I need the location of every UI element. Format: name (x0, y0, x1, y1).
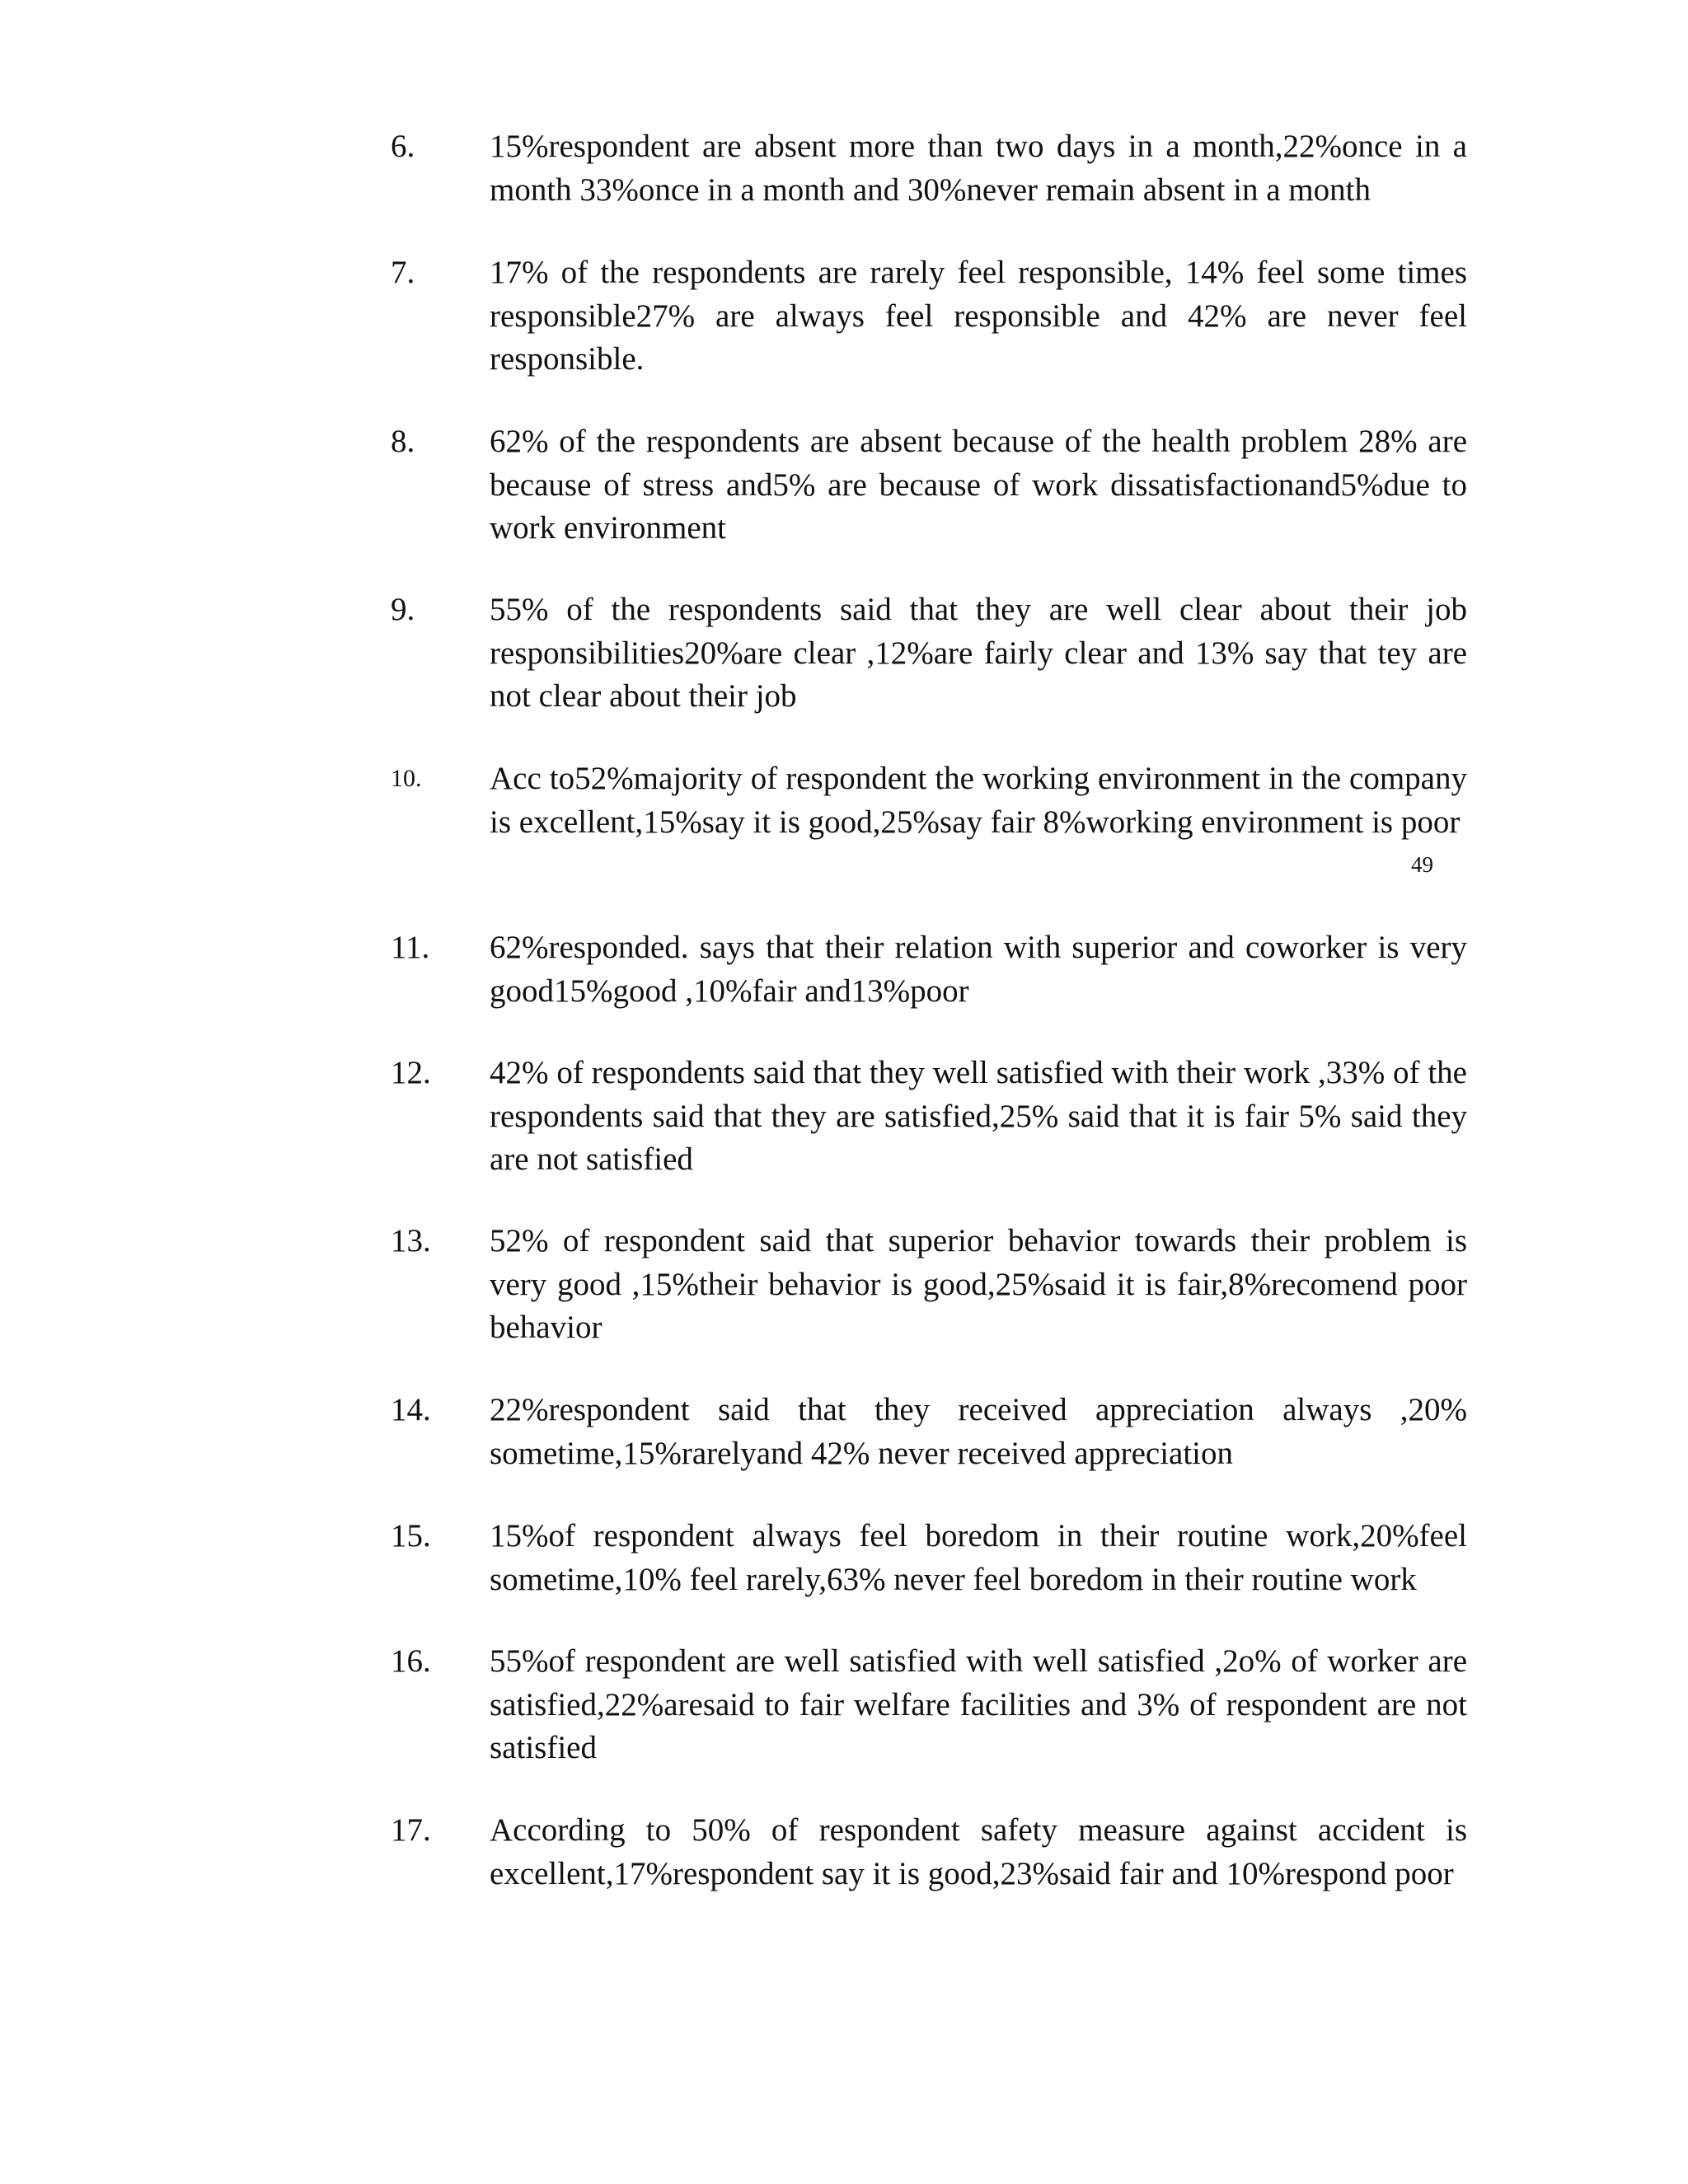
item-number: 17. (391, 1812, 431, 1848)
item-text: 15%respondent are absent more than two days in a month,22%once in a month 33%once in a month and 30%never remain absent in a month (490, 129, 1467, 208)
item-text: 15%of respondent always feel boredom in their routine work,20%feel sometime,10% feel rarely,63% never feel boredom in their routine work (490, 1518, 1467, 1597)
item-number: 14. (391, 1392, 431, 1427)
item-number: 13. (391, 1223, 431, 1258)
item-number: 6. (391, 129, 415, 164)
page-number: 49 (1411, 852, 1433, 877)
item-number: 12. (391, 1055, 431, 1090)
item-number: 9. (391, 592, 415, 627)
item-number: 11. (391, 930, 430, 965)
item-text: Acc to52%majority of respondent the working environment in the company is excellent,15%say it is good,25%say fair 8%working environment is poor (490, 761, 1467, 840)
item-text: 52% of respondent said that superior behavior towards their problem is very good ,15%their behavior is good,25%said it is fair,8%recomend poor behavior (490, 1223, 1467, 1345)
item-number: 10. (391, 765, 422, 792)
item-text: 22%respondent said that they received appreciation always ,20% sometime,15%rarelyand 42% never received appreciation (490, 1392, 1467, 1471)
item-text: 42% of respondents said that they well satisfied with their work ,33% of the respondents said that they are satisfied,25% said that it is fair 5% said they are not satisfied (490, 1055, 1467, 1177)
item-number: 15. (391, 1518, 431, 1554)
item-text: 17% of the respondents are rarely feel responsible, 14% feel some times responsible27% are always feel responsible and 42% are never feel responsible. (490, 255, 1467, 377)
item-number: 16. (391, 1643, 431, 1679)
item-number: 8. (391, 424, 415, 459)
item-number: 7. (391, 255, 415, 290)
item-text: 55% of the respondents said that they are well clear about their job responsibilities20%are clear ,12%are fairly clear and 13% say that tey are not clear about their job (490, 592, 1467, 714)
item-text: 55%of respondent are well satisfied with well satisfied ,2o% of worker are satisfied,22%aresaid to fair welfare facilities and 3% of respondent are not satisfied (490, 1643, 1467, 1765)
item-text: 62%responded. says that their relation with superior and coworker is very good15%good ,10%fair and13%poor (490, 930, 1467, 1009)
item-text: 62% of the respondents are absent because of the health problem 28% are because of stress and5% are because of work dissatisfactionand5%due to work environment (490, 424, 1467, 546)
item-text: According to 50% of respondent safety measure against accident is excellent,17%respondent say it is good,23%said fair and 10%respond poor (490, 1812, 1467, 1891)
